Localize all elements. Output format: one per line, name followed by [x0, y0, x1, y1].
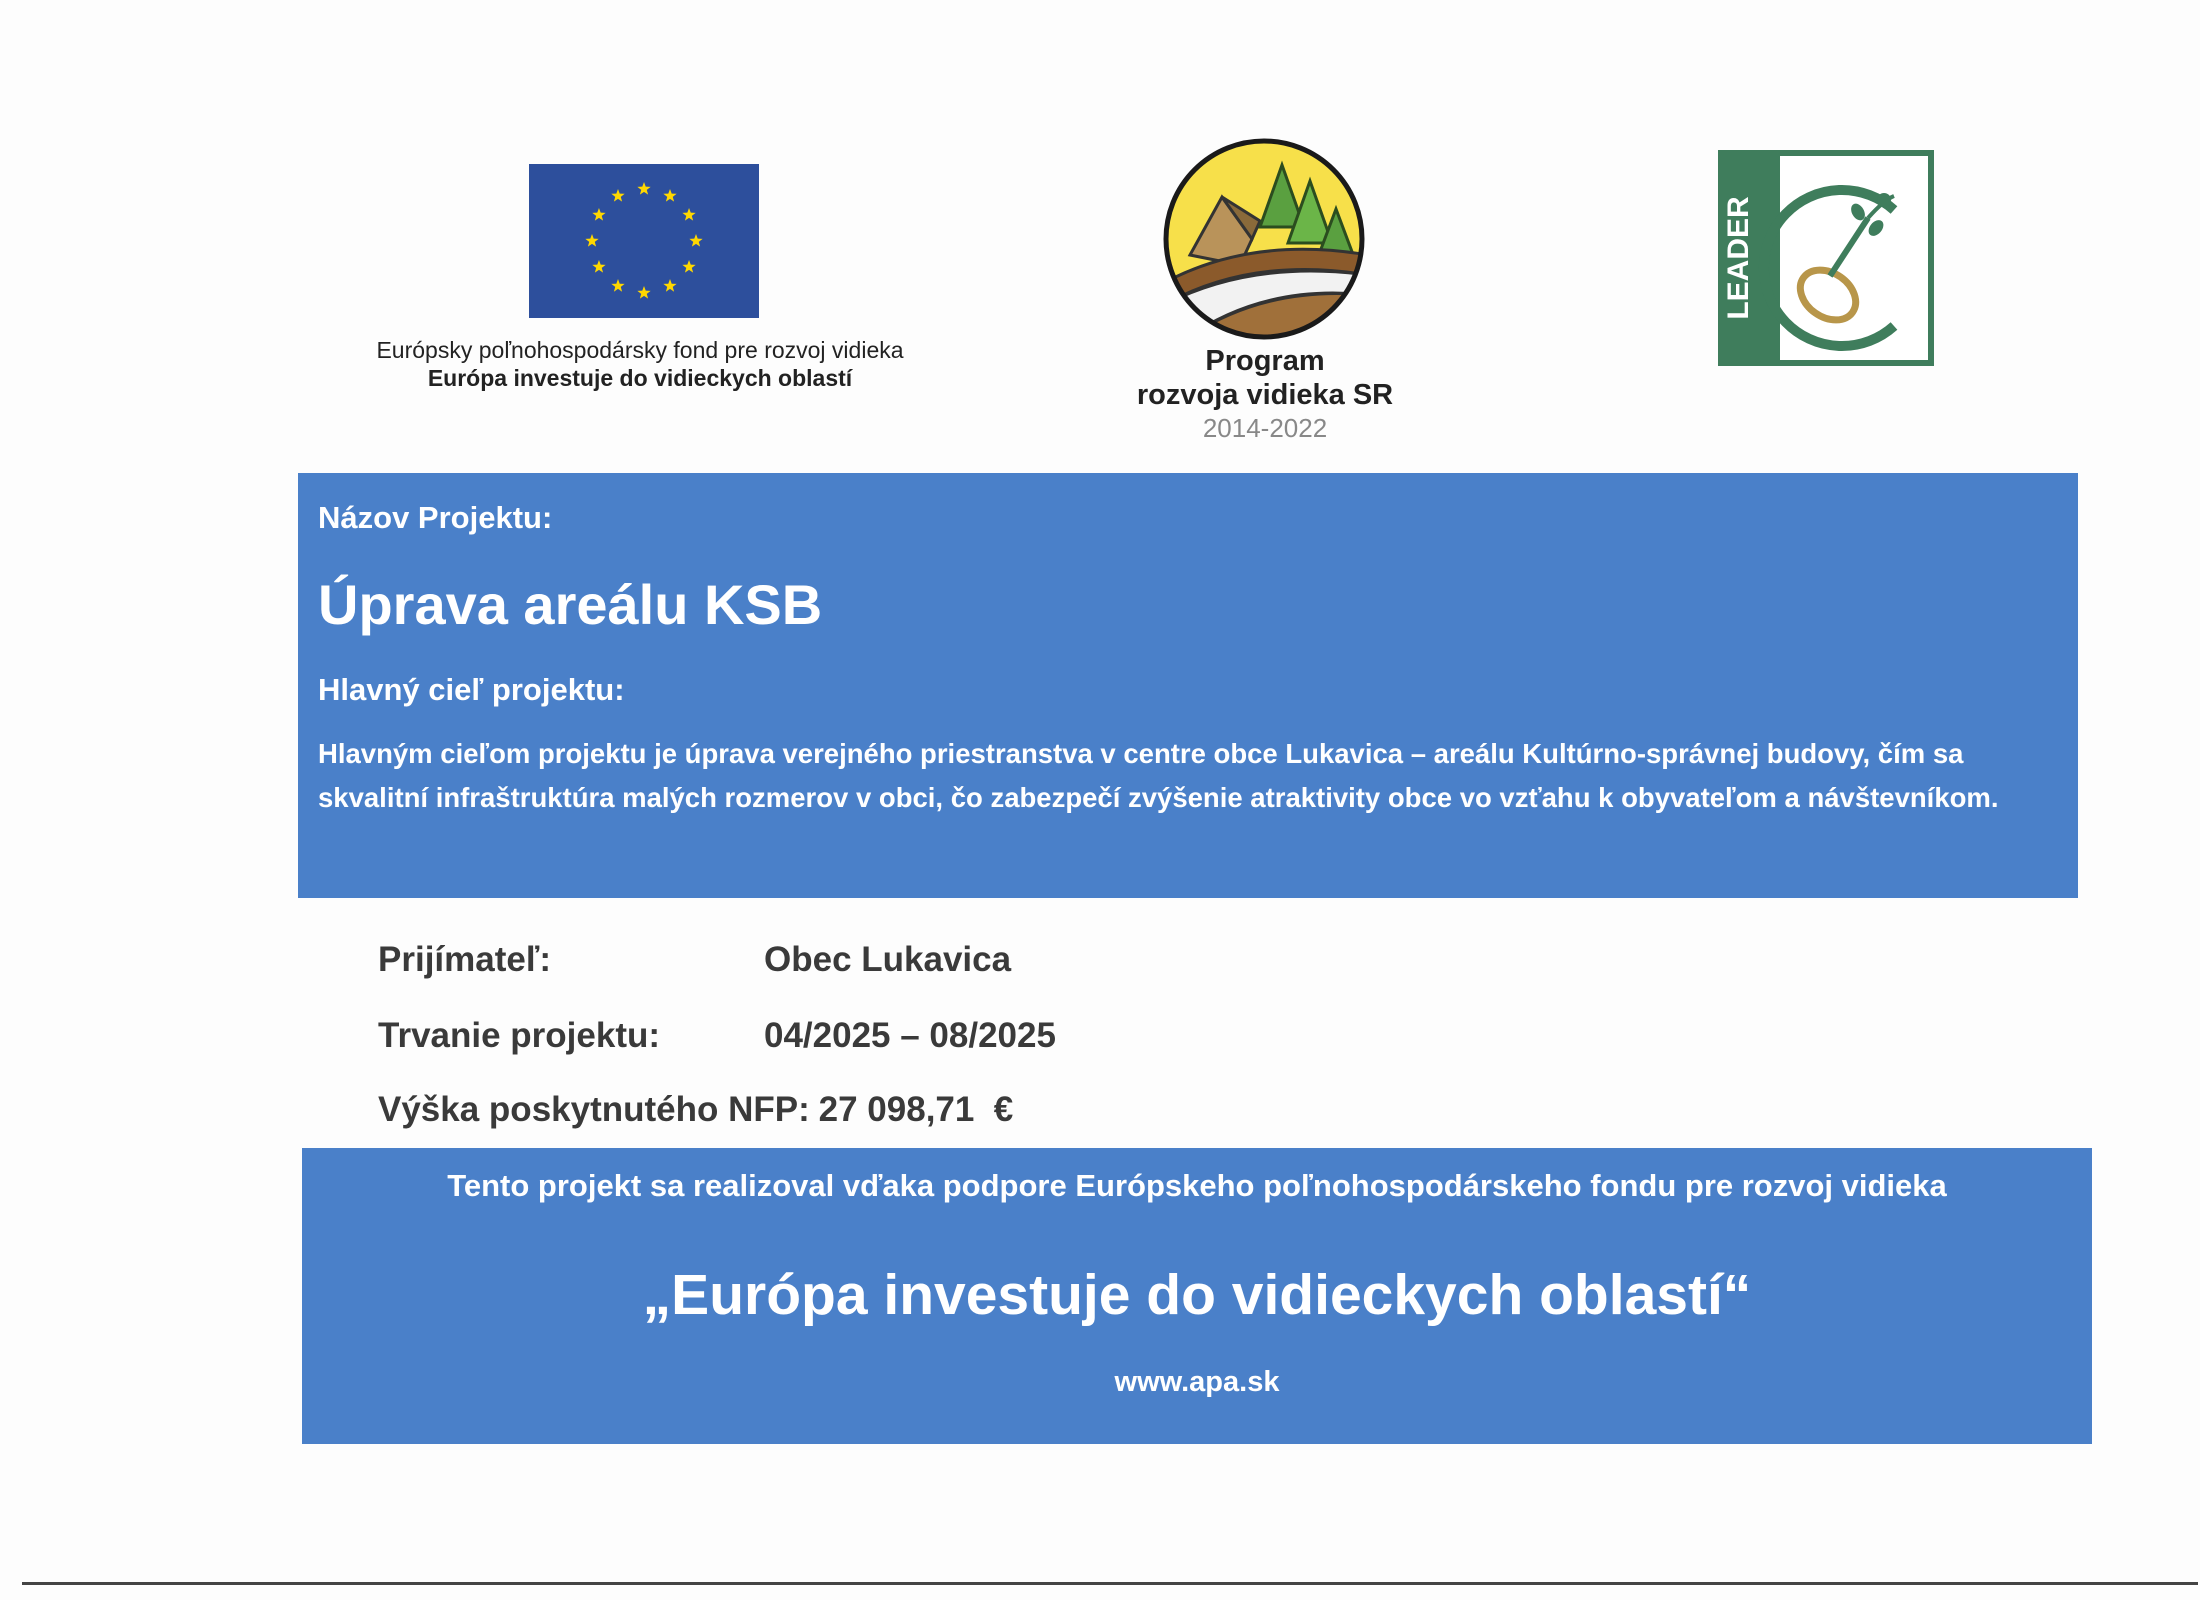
recipient-value: Obec Lukavica: [764, 940, 1012, 979]
prv-caption-line1: Program: [1205, 345, 1325, 377]
project-title: Úprava areálu KSB: [318, 573, 823, 636]
bottom-divider: [22, 1582, 2198, 1585]
eu-star-icon: [663, 189, 676, 202]
website-link[interactable]: www.apa.sk: [1114, 1366, 1280, 1398]
prv-caption-line2: rozvoja vidieka SR: [1136, 379, 1394, 411]
eu-star-icon: [592, 208, 605, 221]
support-text: Tento projekt sa realizoval vďaka podpore Európskeho poľnohospodárskeho fondu pre rozvoj vidieka: [447, 1168, 1947, 1203]
eu-star-icon: [592, 260, 605, 273]
eu-star-icon: [663, 279, 676, 292]
eu-star-icon: [682, 260, 695, 273]
prv-caption: [1060, 344, 1470, 444]
eu-caption: [330, 336, 950, 392]
leader-logo-text: LEADER: [1722, 196, 1755, 320]
prv-circle-logo-icon: [1160, 135, 1368, 343]
project-goal-text: Hlavným cieľom projektu je úprava verejného priestranstva v centre obce Lukavica – areálu Kultúrno-správnej budovy, čím sa skvalitní infraštruktúra malých rozmerov v obci, čo zabezpečí zvýšenie atraktivity obce vo vzťahu k obyvateľom a návštevníkom.: [318, 738, 1999, 813]
project-name-label: Názov Projektu:: [318, 500, 553, 535]
eu-star-icon: [682, 208, 695, 221]
eu-star-icon: [637, 182, 650, 195]
eu-star-icon: [611, 189, 624, 202]
eu-star-icon: [689, 234, 702, 247]
project-goal-label: Hlavný cieľ projektu:: [318, 672, 625, 707]
eu-star-icon: [585, 234, 598, 247]
eu-caption-line1: Európsky poľnohospodársky fond pre rozvoj vidieka: [376, 337, 904, 363]
recipient-label: Prijímateľ:: [378, 940, 551, 979]
slogan: „Európa investuje do vidieckych oblastí“: [642, 1263, 1752, 1327]
duration-label: Trvanie projektu:: [378, 1016, 661, 1055]
nfp-value: 27 098,71 €: [818, 1090, 1014, 1129]
eu-flag-icon: [529, 164, 759, 318]
eu-caption-line2: Európa investuje do vidieckych oblastí: [427, 365, 853, 391]
prv-caption-years: 2014-2022: [1202, 413, 1328, 443]
eu-stars: [529, 164, 759, 318]
nfp-label: Výška poskytnutého NFP:: [378, 1090, 810, 1129]
nfp-row: [378, 1090, 1013, 1130]
eu-star-icon: [637, 286, 650, 299]
leader-logo-icon: [1718, 150, 1934, 366]
duration-value: 04/2025 – 08/2025: [764, 1016, 1056, 1055]
eu-star-icon: [611, 279, 624, 292]
